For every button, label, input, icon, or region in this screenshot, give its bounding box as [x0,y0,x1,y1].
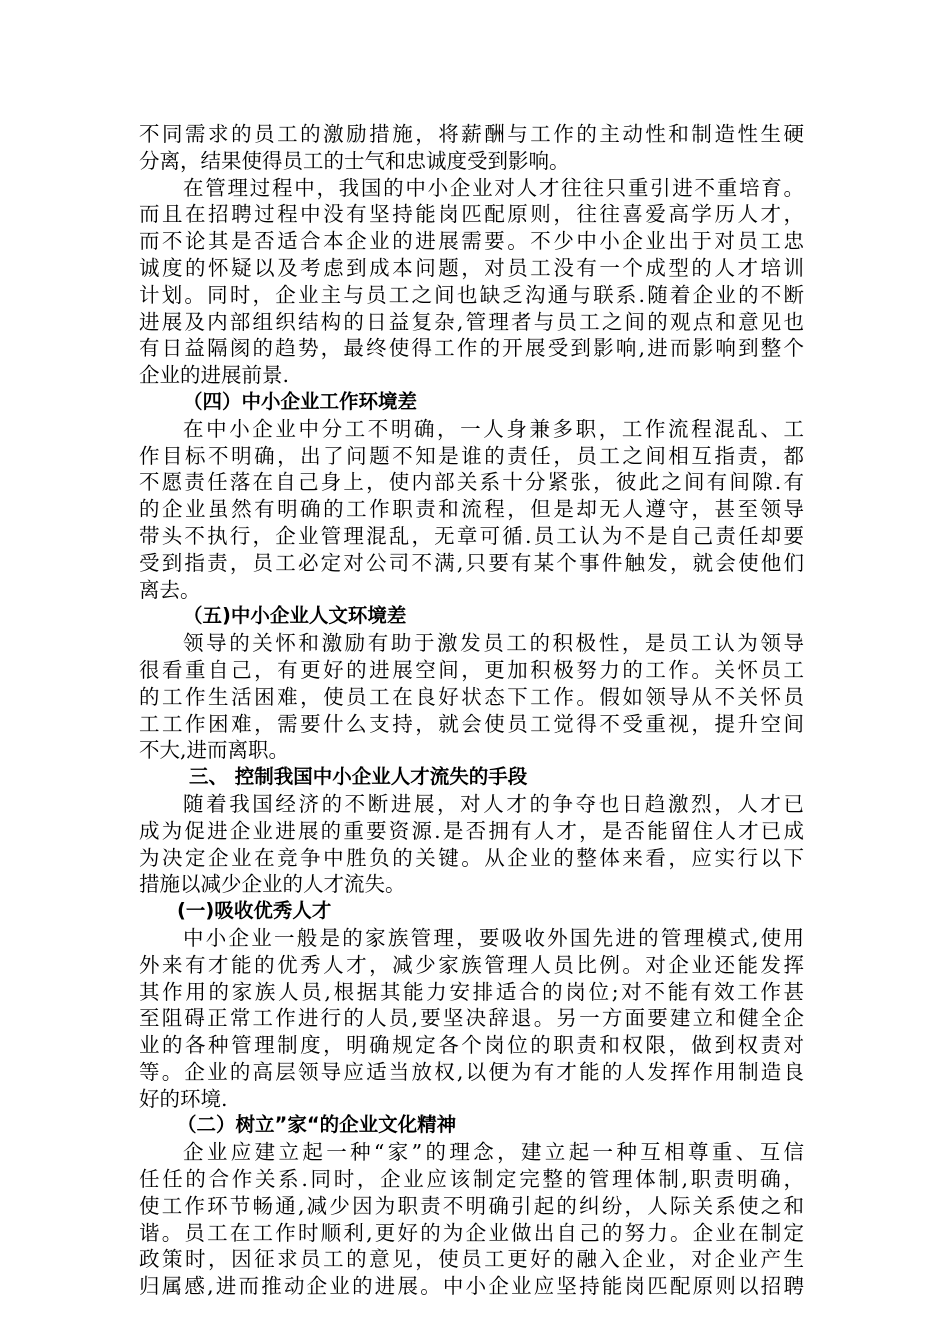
paragraph-line: 政策时，因征求员工的意见，使员工更好的融入企业，对企业产生 [139,1247,804,1272]
paragraph-line: 等。企业的高层领导应适当放权,以便为有才能的人发挥作用制造良 [139,1059,804,1084]
paragraph-line: 企业的进展前景. [139,363,290,388]
paragraph-line: 至阻碍正常工作进行的人员,要坚决辞退。另一方面要建立和健全企 [139,1006,804,1031]
paragraph-line: 作目标不明确，出了问题不知是谁的责任，员工之间相互指责，都 [139,443,804,468]
paragraph-line: 任任的合作关系.同时，企业应该制定完整的管理体制,职责明确， [139,1167,804,1192]
paragraph-line: 而不论其是否适合本企业的进展需要。不少中小企业出于对员工忠 [139,229,804,254]
paragraph [139,416,804,604]
paragraph-line: 成为促进企业进展的重要资源.是否拥有人才，是否能留住人才已成 [139,818,804,843]
paragraph [139,791,804,898]
paragraph-line: 工工作困难，需要什么支持，就会使员工觉得不受重视，提升空间 [139,711,804,736]
paragraph-line: 不同需求的员工的激励措施，将薪酬与工作的主动性和制造性生硬 [139,122,804,146]
paragraph-line: 领导的关怀和激励有助于激发员工的积极性，是员工认为领导 [183,631,804,656]
paragraph-line: 归属感,进而推动企业的进展。中小企业应坚持能岗匹配原则以招聘 [139,1274,804,1299]
paragraph-line: 计划。同时，企业主与员工之间也缺乏沟通与联系.随着企业的不断 [139,282,804,307]
paragraph [139,175,804,389]
section-heading: （二）树立”家“的企业文化精神 [177,1113,457,1137]
paragraph [139,925,804,1113]
paragraph [139,1139,804,1300]
paragraph-line: 好的环境. [139,1086,228,1111]
paragraph-line: 的企业虽然有明确的工作职责和流程，但是却无人遵守，甚至领导 [139,497,804,522]
paragraph-line: 措施以减少企业的人才流失。 [139,872,406,897]
paragraph-line: 离去。 [139,577,201,602]
paragraph-line: 而且在招聘过程中没有坚持能岗匹配原则，往往喜爱高学历人才， [139,202,804,227]
paragraph-line: 使工作环节畅通,减少因为职责不明确引起的纠纷，人际关系使之和 [139,1193,804,1218]
paragraph-line: 为决定企业在竞争中胜负的关键。从企业的整体来看，应实行以下 [139,845,804,870]
paragraph-line: 诚度的怀疑以及考虑到成本问题，对员工没有一个成型的人才培训 [139,255,804,280]
paragraph-line: 谐。员工在工作时顺利,更好的为企业做出自己的努力。企业在制定 [139,1220,804,1245]
paragraph-line: 其作用的家族人员,根据其能力安排适合的岗位;对不能有效工作甚 [139,979,804,1004]
paragraph-line: 受到指责，员工必定对公司不满,只要有某个事件触发，就会使他们 [139,550,804,575]
paragraph-line: 不愿责任落在自己身上，使内部关系十分紧张，彼此之间有间隙.有 [139,470,804,495]
paragraph-line: 在中小企业中分工不明确，一人身兼多职，工作流程混乱、工 [183,416,804,441]
paragraph-line: 外来有才能的优秀人才，减少家族管理人员比例。对企业还能发挥 [139,952,804,977]
section-heading: （五)中小企业人文环境差 [183,604,407,628]
paragraph [139,121,804,175]
paragraph-line: 在管理过程中，我国的中小企业对人才往往只重引进不重培育。 [183,175,804,200]
paragraph-line: 带头不执行，企业管理混乱，无章可循.员工认为不是自己责任却要 [139,523,804,548]
paragraph-line: 中小企业一般是的家族管理，要吸收外国先进的管理模式,使用 [183,925,804,950]
document-page [139,121,804,1300]
paragraph-line: 企业应建立起一种“家”的理念，建立起一种互相尊重、互信 [183,1140,804,1165]
paragraph-line: 业的各种管理制度，明确规定各个岗位的职责和权限，做到权责对 [139,1033,804,1058]
section-heading: （四）中小企业工作环境差 [183,389,418,413]
section-heading: (一)吸收优秀人才 [177,899,332,923]
paragraph-line: 不大,进而离职。 [139,738,290,763]
paragraph-line: 随着我国经济的不断进展，对人才的争夺也日趋激烈，人才已 [183,791,804,816]
section-heading: 三、 控制我国中小企业人才流失的手段 [189,765,528,789]
paragraph-line: 有日益隔阂的趋势，最终使得工作的开展受到影响,进而影响到整个 [139,336,804,361]
paragraph-line: 的工作生活困难，使员工在良好状态下工作。假如领导从不关怀员 [139,684,804,709]
paragraph-line: 进展及内部组织结构的日益复杂,管理者与员工之间的观点和意见也 [139,309,804,334]
paragraph [139,630,804,764]
paragraph-line: 分离，结果使得员工的士气和忠诚度受到影响。 [139,148,570,173]
paragraph-line: 很看重自己，有更好的进展空间，更加积极努力的工作。关怀员工 [139,657,804,682]
